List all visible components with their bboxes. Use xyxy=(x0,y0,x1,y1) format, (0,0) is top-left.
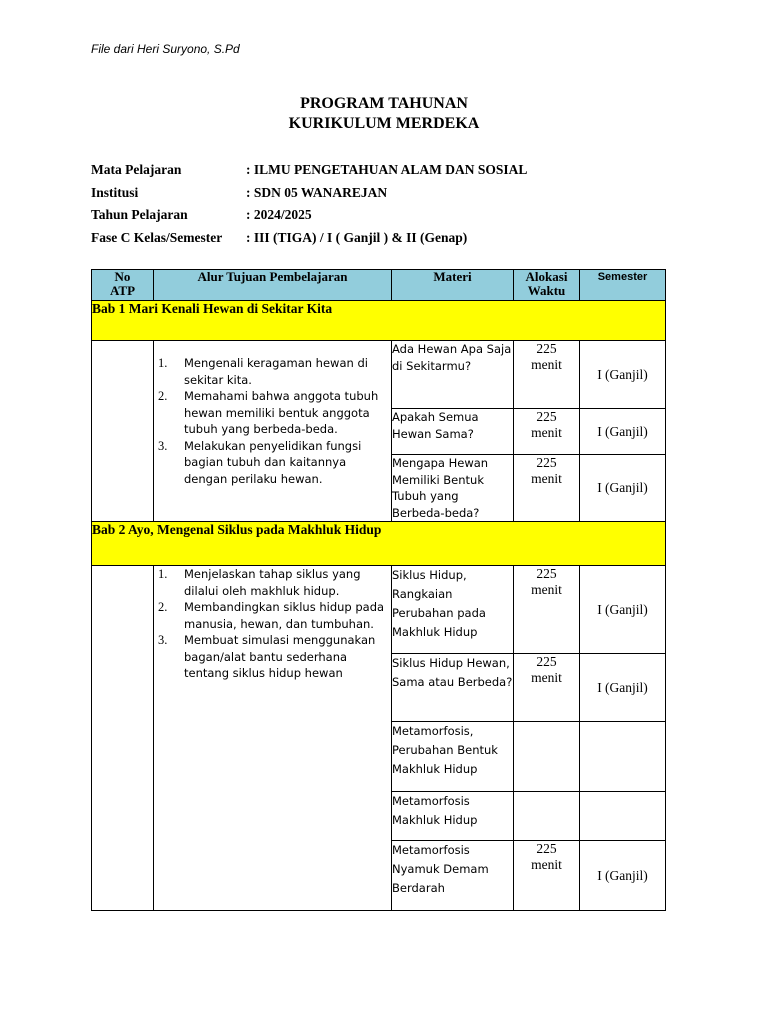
materi-cell: Siklus Hidup, Rangkaian Perubahan pada Makhluk Hidup xyxy=(392,566,514,654)
alokasi-value: 225 xyxy=(536,341,557,356)
semester-cell: I (Ganjil) xyxy=(580,341,666,409)
alokasi-value: 225 xyxy=(536,841,557,856)
bab-row xyxy=(92,522,666,566)
list-number: 2. xyxy=(158,600,168,614)
alokasi-unit: menit xyxy=(531,582,562,597)
semester-cell: I (Ganjil) xyxy=(580,566,666,654)
alokasi-cell xyxy=(514,841,580,911)
materi-cell: Metamorfosis Nyamuk Demam Berdarah xyxy=(392,841,514,911)
meta-row-institusi xyxy=(91,185,527,208)
meta-value: : III (TIGA) / I ( Ganjil ) & II (Genap) xyxy=(246,229,468,245)
alokasi-cell xyxy=(514,722,580,792)
alokasi-unit: menit xyxy=(531,670,562,685)
no-atp-cell xyxy=(92,566,154,911)
meta-value: : ILMU PENGETAHUAN ALAM DAN SOSIAL xyxy=(246,162,528,177)
table-header-row xyxy=(92,270,666,301)
alokasi-value: 225 xyxy=(536,455,557,470)
table-row xyxy=(92,566,666,654)
atp-list xyxy=(154,355,391,487)
materi-cell: Ada Hewan Apa Saja di Sekitarmu? xyxy=(392,341,514,409)
list-item xyxy=(154,438,391,488)
alokasi-value: 225 xyxy=(536,654,557,669)
list-item xyxy=(154,355,391,388)
materi-cell: Metamorfosis, Perubahan Bentuk Makhluk Hidup xyxy=(392,722,514,792)
list-number: 2. xyxy=(158,389,168,403)
list-text: Membuat simulasi menggunakan bagan/alat bantu sederhana tentang siklus hidup hewan xyxy=(184,633,376,680)
header-alokasi xyxy=(514,270,580,301)
materi-cell: Metamorfosis Makhluk Hidup xyxy=(392,792,514,841)
list-text: Melakukan penyelidikan fungsi bagian tubuh dan kaitannya dengan perilaku hewan. xyxy=(184,438,362,486)
semester-cell: I (Ganjil) xyxy=(580,409,666,455)
list-text: Menjelaskan tahap siklus yang dilalui oleh makhluk hidup. xyxy=(184,567,361,598)
list-text: Memahami bahwa anggota tubuh hewan memiliki bentuk anggota tubuh yang berbeda-beda. xyxy=(184,389,379,436)
meta-value: : 2024/2025 xyxy=(246,207,312,222)
list-number: 3. xyxy=(158,438,168,453)
header-no-line2: ATP xyxy=(109,283,136,298)
semester-cell xyxy=(580,722,666,792)
list-item xyxy=(154,632,391,682)
materi-cell: Apakah Semua Hewan Sama? xyxy=(392,409,514,455)
no-atp-cell xyxy=(92,341,154,522)
header-alokasi-line2: Waktu xyxy=(527,283,566,298)
bab-row xyxy=(92,301,666,341)
atp-list xyxy=(154,566,391,682)
header-note: File dari Heri Suryono, S.Pd xyxy=(91,42,240,56)
alokasi-cell xyxy=(514,654,580,722)
header-no-atp xyxy=(92,270,154,301)
meta-row-tahun xyxy=(91,207,527,230)
semester-cell: I (Ganjil) xyxy=(580,841,666,911)
atp-cell xyxy=(154,566,392,911)
table-row xyxy=(92,341,666,409)
semester-cell: I (Ganjil) xyxy=(580,455,666,522)
header-atp: Alur Tujuan Pembelajaran xyxy=(154,270,392,301)
list-number: 3. xyxy=(158,633,168,647)
document-subtitle: KURIKULUM MERDEKA xyxy=(288,115,480,132)
atp-cell xyxy=(154,341,392,522)
program-table xyxy=(91,269,666,911)
list-number: 1. xyxy=(158,567,168,581)
alokasi-unit: menit xyxy=(531,857,562,872)
alokasi-unit: menit xyxy=(531,471,562,486)
materi-cell: Mengapa Hewan Memiliki Bentuk Tubuh yang Berbeda-beda? xyxy=(392,455,514,522)
alokasi-cell xyxy=(514,792,580,841)
alokasi-cell xyxy=(514,341,580,409)
meta-row-mapel xyxy=(91,162,527,185)
alokasi-cell xyxy=(514,455,580,522)
header-alokasi-line1: Alokasi xyxy=(525,269,568,284)
list-text: Mengenali keragaman hewan di sekitar kita. xyxy=(184,356,368,387)
document-title: PROGRAM TAHUNAN xyxy=(300,95,468,112)
list-item xyxy=(154,566,391,599)
alokasi-unit: menit xyxy=(531,357,562,372)
semester-cell xyxy=(580,792,666,841)
list-item xyxy=(154,599,391,632)
meta-value: : SDN 05 WANAREJAN xyxy=(246,184,388,200)
alokasi-value: 225 xyxy=(536,409,557,424)
alokasi-unit: menit xyxy=(531,425,562,440)
bab-1-title: Bab 1 Mari Kenali Hewan di Sekitar Kita xyxy=(92,301,666,341)
alokasi-value: 225 xyxy=(536,566,557,581)
meta-label: Tahun Pelajaran xyxy=(91,207,188,222)
identity-block xyxy=(91,162,527,252)
header-semester: Semester xyxy=(580,270,666,301)
list-number: 1. xyxy=(158,356,168,370)
meta-label: Fase C Kelas/Semester xyxy=(91,229,223,245)
bab-2-title: Bab 2 Ayo, Mengenal Siklus pada Makhluk Hidup xyxy=(92,522,666,566)
meta-row-fase xyxy=(91,230,527,253)
meta-label: Institusi xyxy=(91,184,139,200)
semester-cell: I (Ganjil) xyxy=(580,654,666,722)
alokasi-cell xyxy=(514,409,580,455)
list-text: Membandingkan siklus hidup pada manusia, hewan, dan tumbuhan. xyxy=(184,600,385,631)
header-no-line1: No xyxy=(114,269,131,284)
meta-label: Mata Pelajaran xyxy=(91,162,182,177)
materi-cell: Siklus Hidup Hewan, Sama atau Berbeda? xyxy=(392,654,514,722)
list-item xyxy=(154,388,391,438)
alokasi-cell xyxy=(514,566,580,654)
header-materi: Materi xyxy=(392,270,514,301)
